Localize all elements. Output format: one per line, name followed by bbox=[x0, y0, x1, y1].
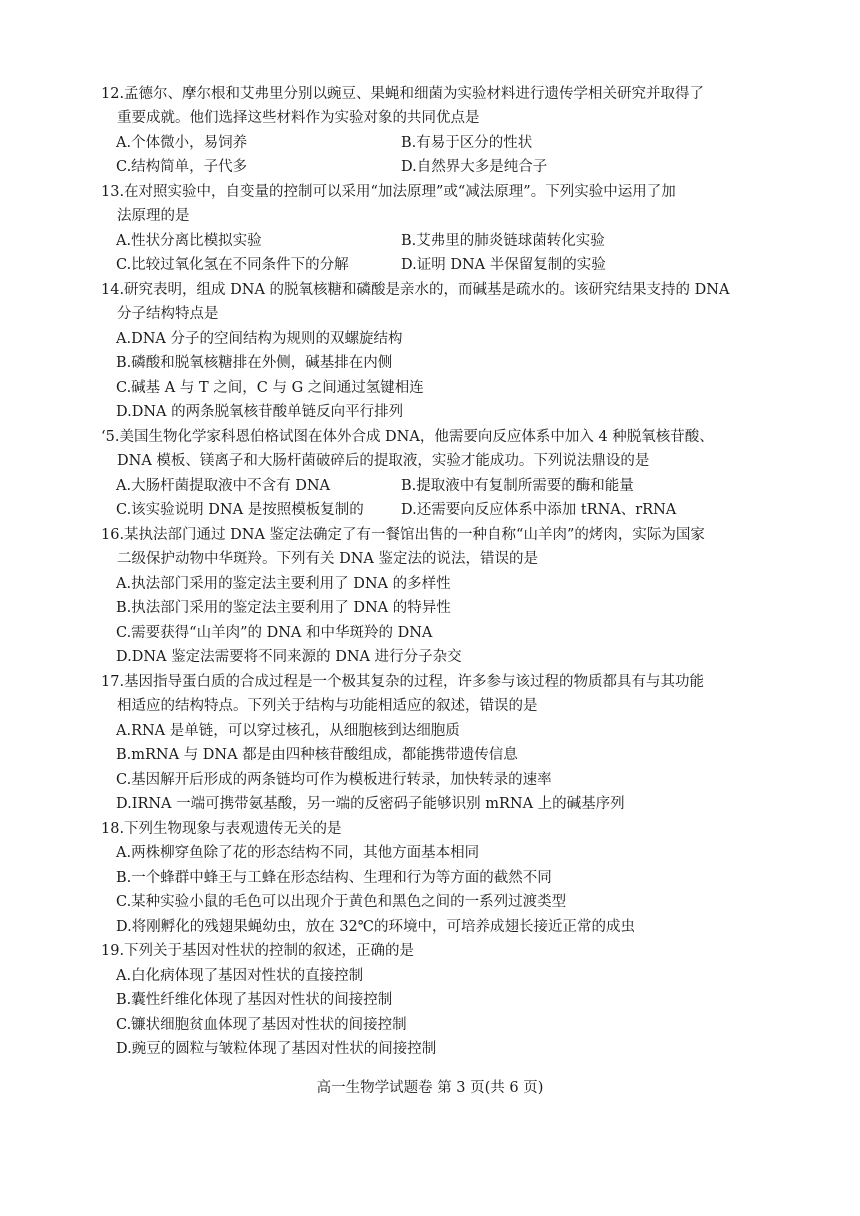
question-14-stem-line-2: 分子结构特点是 bbox=[117, 306, 219, 322]
question-14-option-a: A.DNA 分子的空间结构为规则的双螺旋结构 bbox=[116, 331, 403, 347]
question-15-stem-line-2: DNA 模板、镁离子和大肠杆菌破碎后的提取液，实验才能成功。下列说法鼎设的是 bbox=[117, 453, 650, 469]
question-13-stem-line-1: 13.在对照实验中，自变量的控制可以采用“加法原理”或“减法原理”。下列实验中运用了加 bbox=[101, 184, 676, 200]
question-17-option-a: A.RNA 是单链，可以穿过核孔，从细胞核到达细胞质 bbox=[116, 723, 460, 739]
question-15-stem-line-1: ‘5.美国生物化学家科恩伯格试图在体外合成 DNA，他需要向反应体系中加入 4 种脱氧核苷酸、 bbox=[101, 429, 714, 445]
question-14-option-c: C.碱基 A 与 T 之间，C 与 G 之间通过氢键相连 bbox=[116, 380, 424, 396]
question-13-option-c: C.比较过氧化氢在不同条件下的分解 bbox=[116, 257, 349, 273]
question-17-option-d: D.IRNA 一端可携带氨基酸，另一端的反密码子能够识别 mRNA 上的碱基序列 bbox=[116, 796, 625, 812]
question-13-stem-line-2: 法原理的是 bbox=[117, 208, 190, 224]
question-13-option-a: A.性状分离比模拟实验 bbox=[116, 233, 262, 249]
question-15-option-b: B.提取液中有复制所需要的酶和能量 bbox=[401, 478, 634, 494]
question-19-option-b: B.囊性纤维化体现了基因对性状的间接控制 bbox=[116, 992, 393, 1008]
page-footer: 高一生物学试题卷 第 3 页(共 6 页) bbox=[316, 1080, 544, 1096]
question-17-option-c: C.基因解开后形成的两条链均可作为模板进行转录，加快转录的速率 bbox=[116, 772, 552, 788]
question-17-stem-line-2: 相适应的结构特点。下列关于结构与功能相适应的叙述，错误的是 bbox=[117, 698, 538, 714]
question-18-option-b: B.一个蜂群中蜂王与工蜂在形态结构、生理和行为等方面的截然不同 bbox=[116, 870, 552, 886]
question-19-option-d: D.豌豆的圆粒与皱粒体现了基因对性状的间接控制 bbox=[116, 1041, 437, 1057]
question-16-stem-line-2: 二级保护动物中华斑羚。下列有关 DNA 鉴定法的说法，错误的是 bbox=[117, 551, 539, 567]
question-12-stem-line-2: 重要成就。他们选择这些材料作为实验对象的共同优点是 bbox=[117, 110, 480, 126]
question-13-option-b: B.艾弗里的肺炎链球菌转化实验 bbox=[401, 233, 605, 249]
question-14-stem-line-1: 14.研究表明，组成 DNA 的脱氧核糖和磷酸是亲水的，而碱基是疏水的。该研究结果支持的 DNA bbox=[101, 282, 730, 298]
question-15-option-a: A.大肠杆菌提取液中不含有 DNA bbox=[116, 478, 330, 494]
question-12-option-c: C.结构简单，子代多 bbox=[116, 159, 248, 175]
question-18-option-c: C.某种实验小鼠的毛色可以出现介于黄色和黑色之间的一系列过渡类型 bbox=[116, 894, 567, 910]
question-15-option-c: C.该实验说明 DNA 是按照模板复制的 bbox=[116, 502, 364, 518]
question-18-option-a: A.两株柳穿鱼除了花的形态结构不同，其他方面基本相同 bbox=[116, 845, 480, 861]
question-12-option-a: A.个体微小，易饲养 bbox=[116, 135, 248, 151]
question-19-stem: 19.下列关于基因对性状的控制的叙述，正确的是 bbox=[101, 943, 415, 959]
question-17-stem-line-1: 17.基因指导蛋白质的合成过程是一个极其复杂的过程，许多参与该过程的物质都具有与其功能 bbox=[101, 674, 705, 690]
question-16-option-b: B.执法部门采用的鉴定法主要利用了 DNA 的特异性 bbox=[116, 600, 451, 616]
question-15-option-d: D.还需要向反应体系中添加 tRNA、rRNA bbox=[401, 502, 677, 518]
question-17-option-b: B.mRNA 与 DNA 都是由四种核苷酸组成，都能携带遗传信息 bbox=[116, 747, 518, 763]
question-19-option-a: A.白化病体现了基因对性状的直接控制 bbox=[116, 968, 364, 984]
question-14-option-b: B.磷酸和脱氧核糖排在外侧，碱基排在内侧 bbox=[116, 355, 393, 371]
question-12-stem-line-1: 12.孟德尔、摩尔根和艾弗里分别以豌豆、果蝇和细菌为实验材料进行遗传学相关研究并取得了 bbox=[101, 86, 705, 102]
question-16-stem-line-1: 16.某执法部门通过 DNA 鉴定法确定了有一餐馆出售的一种自称“山羊肉”的烤肉，实际为国家 bbox=[101, 527, 705, 543]
question-12-option-d: D.自然界大多是纯合子 bbox=[401, 159, 548, 175]
question-16-option-d: D.DNA 鉴定法需要将不同来源的 DNA 进行分子杂交 bbox=[116, 649, 462, 665]
question-18-option-d: D.将刚孵化的残翅果蝇幼虫，放在 32℃的环境中，可培养成翅长接近正常的成虫 bbox=[116, 919, 635, 935]
question-18-stem: 18.下列生物现象与表观遗传无关的是 bbox=[101, 821, 342, 837]
question-16-option-c: C.需要获得“山羊肉”的 DNA 和中华斑羚的 DNA bbox=[116, 625, 433, 641]
question-19-option-c: C.镰状细胞贫血体现了基因对性状的间接控制 bbox=[116, 1017, 407, 1033]
question-16-option-a: A.执法部门采用的鉴定法主要利用了 DNA 的多样性 bbox=[116, 576, 451, 592]
question-12-option-b: B.有易于区分的性状 bbox=[401, 135, 533, 151]
question-14-option-d: D.DNA 的两条脱氧核苷酸单链反向平行排列 bbox=[116, 404, 404, 420]
question-13-option-d: D.证明 DNA 半保留复制的实验 bbox=[401, 257, 606, 273]
